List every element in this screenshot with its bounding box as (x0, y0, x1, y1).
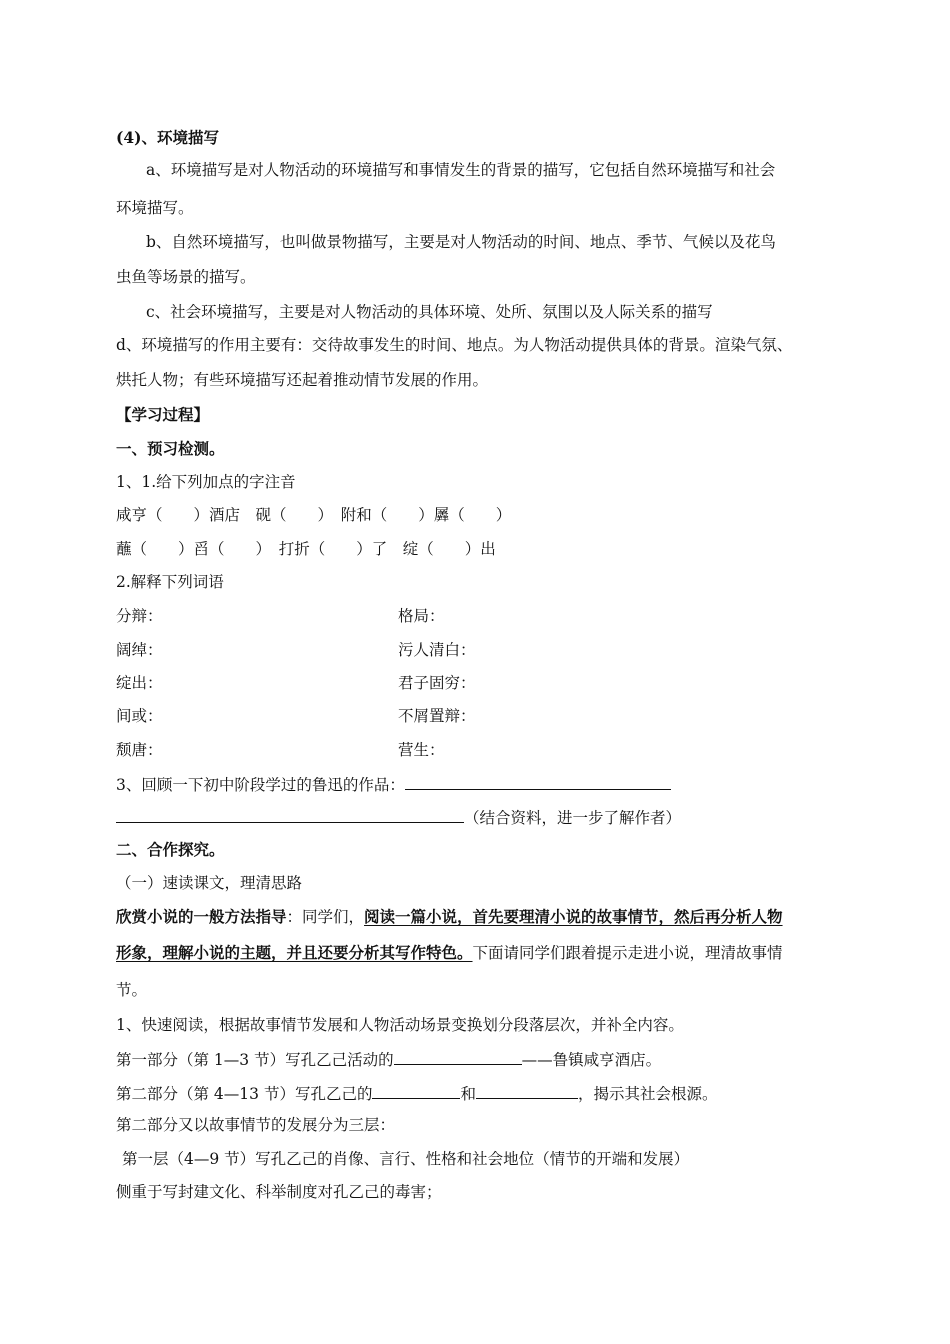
preview-check-heading: 一、预习检测。 (116, 439, 225, 458)
answer-blank[interactable] (372, 1082, 460, 1099)
part-1-text: 第一部分（第 1—3 节）写孔乙己活动的 (116, 1051, 394, 1069)
paragraph-d-line1: d、环境描写的作用主要有：交待故事发生的时间、地点。为人物活动提供具体的背景。渲染气氛、 (116, 336, 793, 354)
question-1: 1、1.给下列加点的字注音 (116, 473, 296, 491)
part-2-connector: 和 (460, 1085, 476, 1103)
answer-blank[interactable] (476, 1082, 578, 1099)
pinyin-row-2: 蘸（ ）舀（ ） 打折（ ）了 绽（ ）出 (116, 540, 496, 558)
question-2: 2.解释下列词语 (116, 573, 224, 591)
term-left: 绽出： (116, 674, 163, 692)
term-right: 不屑置辩： (398, 707, 476, 725)
part-2-line (116, 1082, 717, 1104)
paragraph-d-line2: 烘托人物；有些环境描写还起着推动情节发展的作用。 (116, 371, 489, 389)
paragraph-b-line2: 虫鱼等场景的描写。 (116, 268, 256, 286)
question-3-note: （结合资料，进一步了解作者） (464, 809, 682, 827)
question-3-continuation (116, 806, 681, 828)
layer-1: 第一层（4—9 节）写孔乙己的肖像、言行、性格和社会地位（情节的开端和发展） (122, 1150, 690, 1168)
part-1-rest: ——鲁镇咸亨酒店。 (521, 1051, 662, 1069)
answer-blank[interactable] (405, 773, 671, 790)
part-2-layers: 第二部分又以故事情节的发展分为三层： (116, 1116, 396, 1134)
term-right: 污人清白： (398, 641, 476, 659)
paragraph-a-line1: a、环境描写是对人物活动的环境描写和事情发生的背景的描写，它包括自然环境描写和社会 (146, 161, 776, 179)
task-1: 1、快速阅读，根据故事情节发展和人物活动场景变换划分段落层次，并补全内容。 (116, 1016, 684, 1034)
section-heading-environment: (4)、环境描写 (116, 128, 219, 147)
term-left: 颓唐： (116, 741, 163, 759)
subsection-1: （一）速读课文，理清思路 (116, 874, 303, 892)
term-right: 营生： (398, 741, 445, 759)
term-left: 分辩： (116, 607, 163, 625)
part-2-text: 第二部分（第 4—13 节）写孔乙己的 (116, 1085, 373, 1103)
term-left: 间或： (116, 707, 163, 725)
term-left: 阔绰： (116, 641, 163, 659)
part-1-line (116, 1048, 661, 1070)
term-right: 君子固穷： (398, 674, 476, 692)
question-3-text: 3、回顾一下初中阶段学过的鲁迅的作品： (116, 776, 405, 794)
answer-blank[interactable] (116, 806, 464, 823)
method-guide-rest: 下面请同学们跟着提示走进小说，理清故事情 (472, 944, 783, 962)
answer-blank[interactable] (394, 1048, 522, 1065)
term-right: 格局： (398, 607, 445, 625)
method-guide-line1 (116, 907, 783, 927)
paragraph-b-line1: b、自然环境描写，也叫做景物描写，主要是对人物活动的时间、地点、季节、气候以及花鸟 (146, 233, 776, 251)
method-guide-emphasis: 阅读一篇小说，首先要理清小说的故事情节，然后再分析人物 (364, 907, 783, 926)
method-guide-intro: ：同学们， (286, 908, 365, 926)
method-guide-line3: 节。 (116, 981, 148, 999)
part-2-rest: ，揭示其社会根源。 (577, 1085, 718, 1103)
method-guide-emphasis: 形象，理解小说的主题，并且还要分析其写作特色。 (116, 943, 473, 962)
method-guide-label: 欣赏小说的一般方法指导 (116, 907, 287, 926)
learning-process-title: 【学习过程】 (116, 405, 210, 424)
method-guide-line2 (116, 943, 783, 963)
paragraph-c-line1: c、社会环境描写，主要是对人物活动的具体环境、处所、氛围以及人际关系的描写 (146, 303, 713, 321)
pinyin-row-1: 咸亨（ ）酒店 砚（ ） 附和（ ）羼（ ） (116, 506, 512, 524)
question-3 (116, 773, 671, 795)
layer-1-note: 侧重于写封建文化、科举制度对孔乙己的毒害； (116, 1183, 442, 1201)
cooperation-heading: 二、合作探究。 (116, 840, 225, 859)
paragraph-a-line2: 环境描写。 (116, 199, 194, 217)
